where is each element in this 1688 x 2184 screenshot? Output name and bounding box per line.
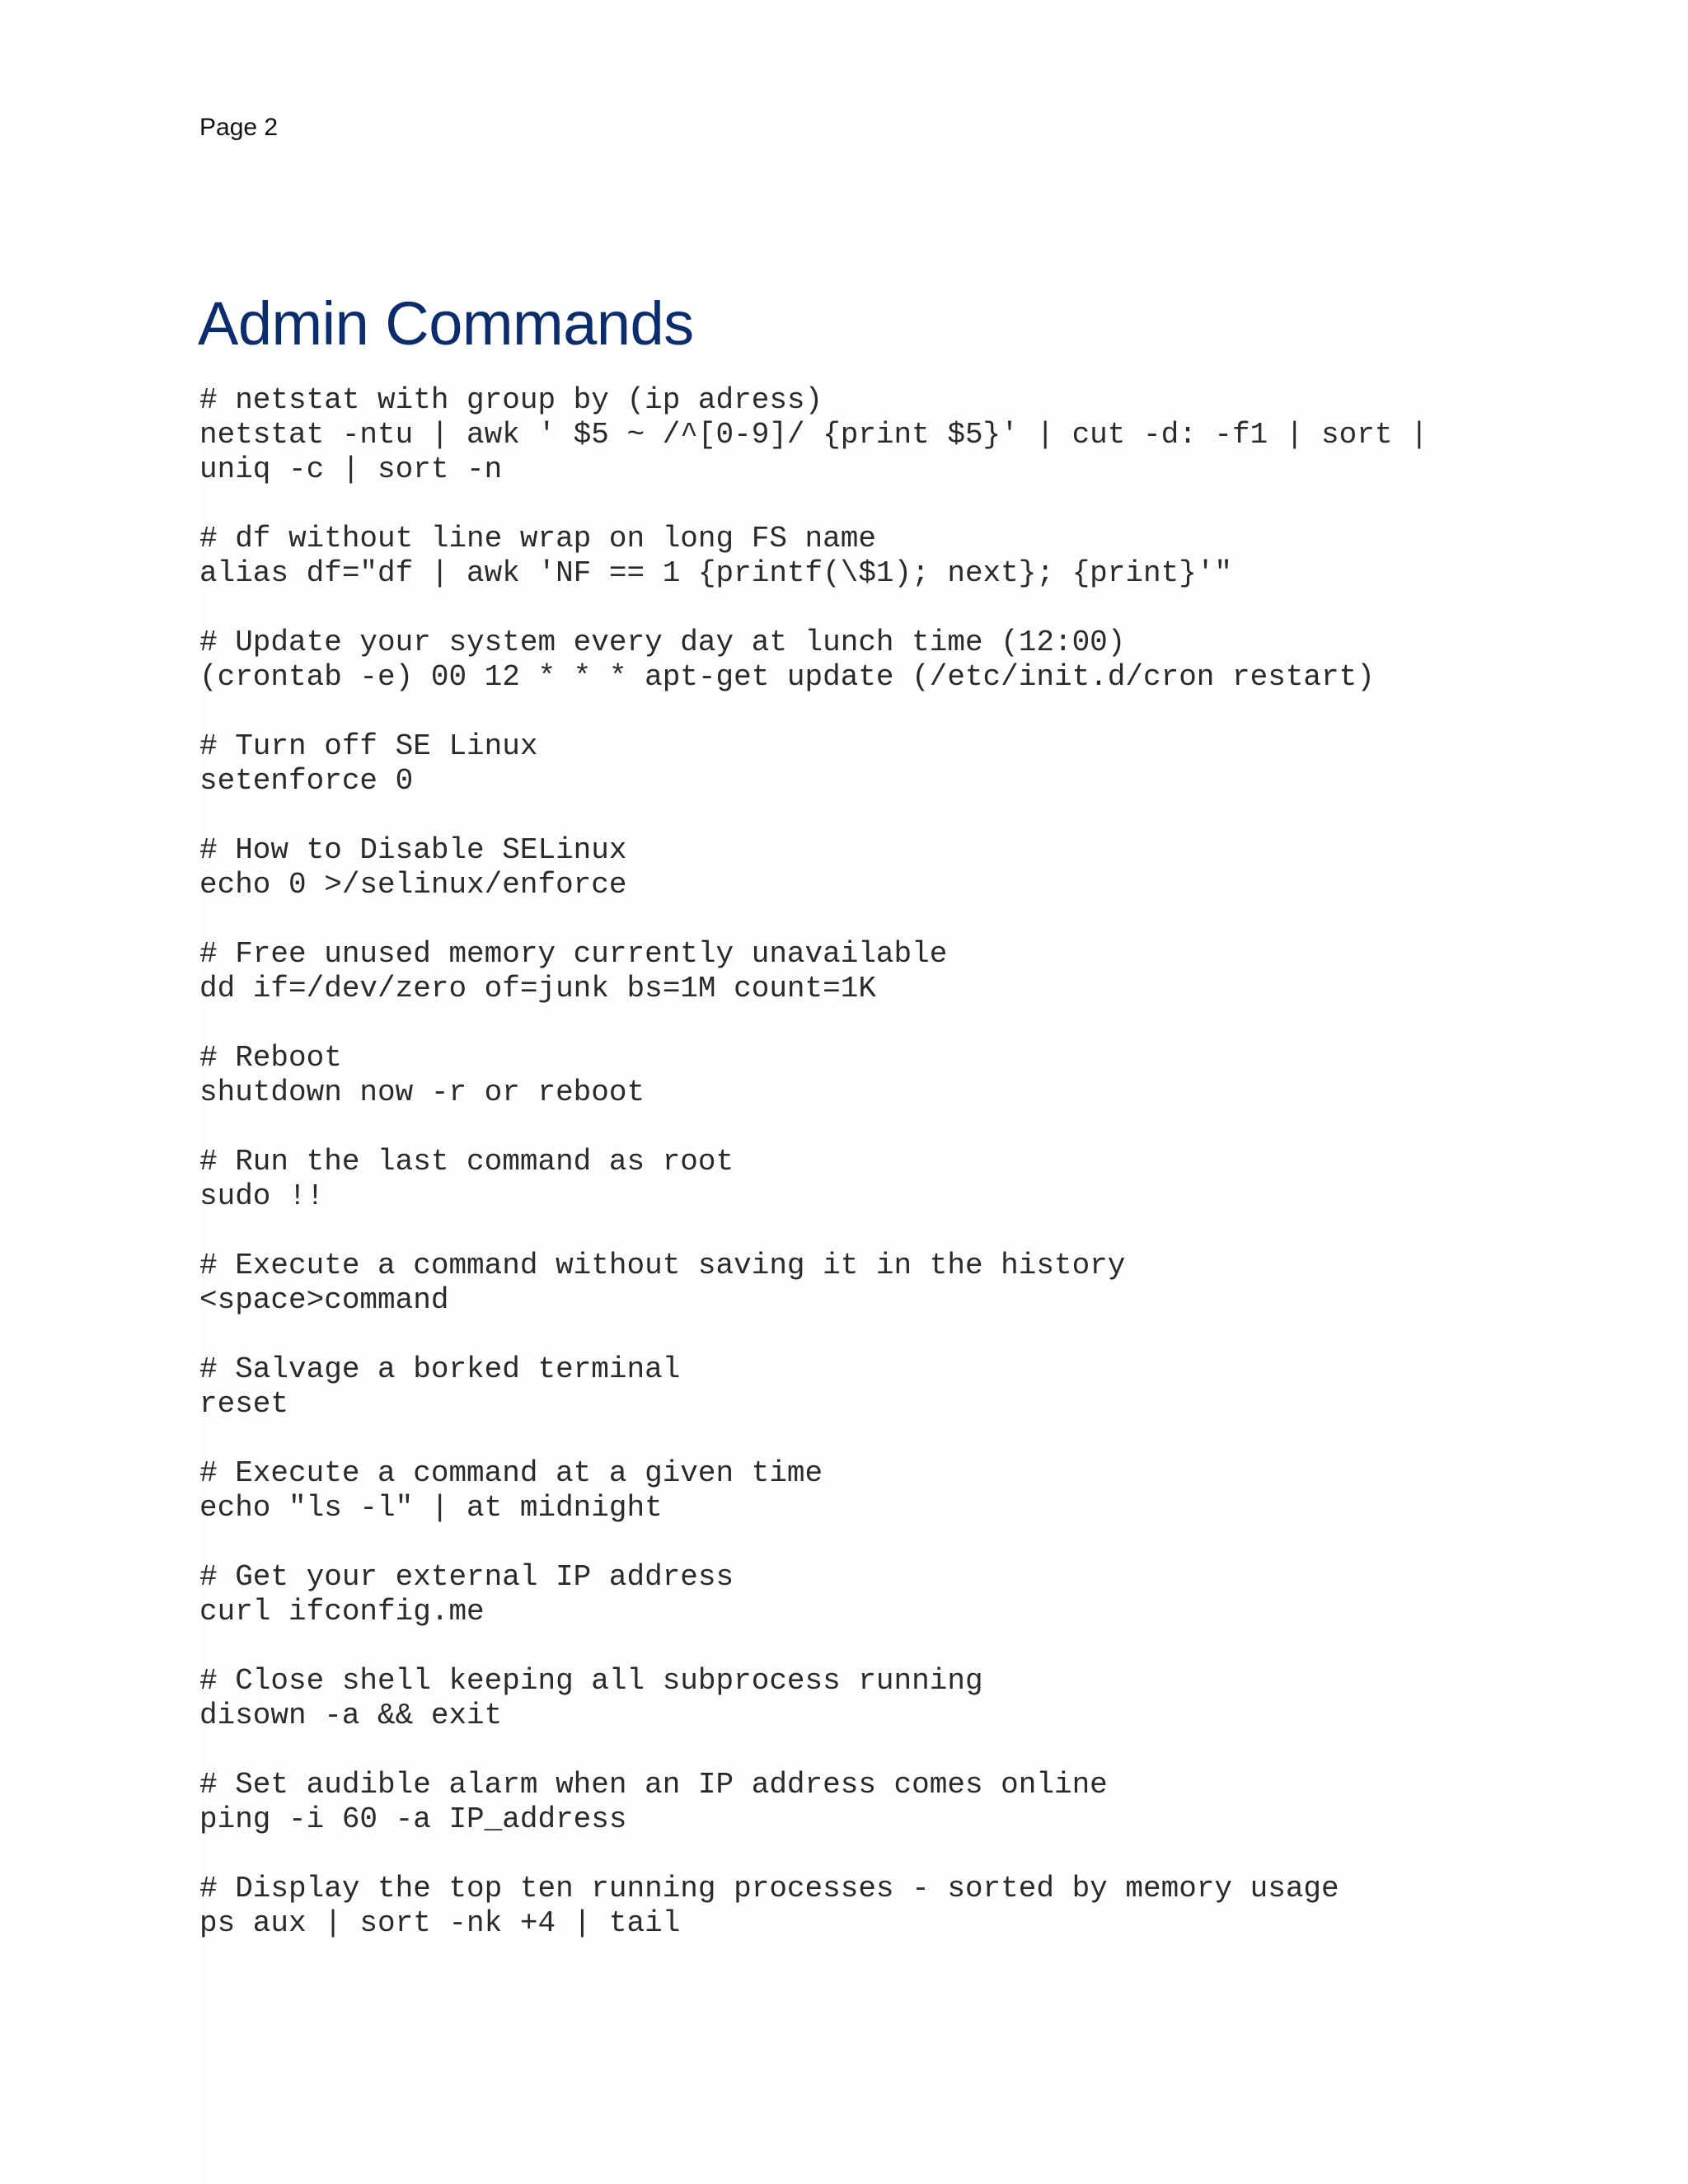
comment-line: # Salvage a borked terminal: [199, 1352, 681, 1386]
comment-line: # Execute a command at a given time: [199, 1456, 823, 1490]
comment-line: # Set audible alarm when an IP address comes online: [199, 1768, 1108, 1802]
command-entry: [199, 1560, 1688, 1629]
command-line: curl ifconfig.me: [199, 1595, 485, 1629]
command-line: (crontab -e) 00 12 * * * apt-get update (/etc/init.d/cron restart): [199, 660, 1375, 694]
comment-line: # Get your external IP address: [199, 1560, 734, 1594]
comment-line: # Display the top ten running processes - sorted by memory usage: [199, 1872, 1339, 1905]
command-line: setenforce 0: [199, 764, 414, 798]
command-line: sudo !!: [199, 1179, 325, 1213]
comment-line: # netstat with group by (ip adress): [199, 383, 823, 417]
comment-line: # df without line wrap on long FS name: [199, 522, 876, 555]
command-entry: [199, 937, 1688, 1006]
page-number: Page 2: [199, 114, 279, 141]
command-line: <space>command: [199, 1283, 449, 1317]
comment-line: # Free unused memory currently unavailable: [199, 937, 948, 971]
comment-line: # Execute a command without saving it in the history: [199, 1249, 1126, 1282]
command-line: ping -i 60 -a IP_address: [199, 1802, 627, 1836]
comment-line: # How to Disable SELinux: [199, 833, 627, 867]
command-entry: [199, 1041, 1688, 1110]
command-line: netstat -ntu | awk ' $5 ~ /^[0-9]/ {print $5}' | cut -d: -f1 | sort |: [199, 418, 1428, 452]
command-entry: [199, 1456, 1688, 1526]
comment-line: # Close shell keeping all subprocess running: [199, 1664, 983, 1698]
command-entry: [199, 729, 1688, 799]
comment-line: # Run the last command as root: [199, 1145, 734, 1179]
command-entry: [199, 522, 1688, 591]
page-title: Admin Commands: [198, 289, 694, 358]
command-line: echo 0 >/selinux/enforce: [199, 868, 627, 902]
command-entry: [199, 1249, 1688, 1318]
command-entry: [199, 1768, 1688, 1837]
command-line: uniq -c | sort -n: [199, 452, 503, 486]
command-entry: [199, 626, 1688, 695]
command-entry: [199, 1145, 1688, 1214]
command-line: alias df="df | awk 'NF == 1 {printf(\$1); next}; {print}'": [199, 556, 1233, 590]
command-line: dd if=/dev/zero of=junk bs=1M count=1K: [199, 972, 876, 1005]
command-line: echo "ls -l" | at midnight: [199, 1491, 663, 1525]
command-line: disown -a && exit: [199, 1699, 503, 1732]
command-line: reset: [199, 1387, 289, 1421]
command-entry: [199, 383, 1688, 487]
comment-line: # Turn off SE Linux: [199, 729, 538, 763]
command-list: [199, 383, 1688, 2184]
command-line: shutdown now -r or reboot: [199, 1076, 645, 1109]
command-entry: [199, 833, 1688, 902]
comment-line: # Reboot: [199, 1041, 342, 1075]
command-line: ps aux | sort -nk +4 | tail: [199, 1906, 681, 1940]
command-entry: [199, 1664, 1688, 1733]
command-entry: [199, 1352, 1688, 1422]
comment-line: # Update your system every day at lunch time (12:00): [199, 626, 1126, 659]
command-entry: [199, 1872, 1688, 1941]
